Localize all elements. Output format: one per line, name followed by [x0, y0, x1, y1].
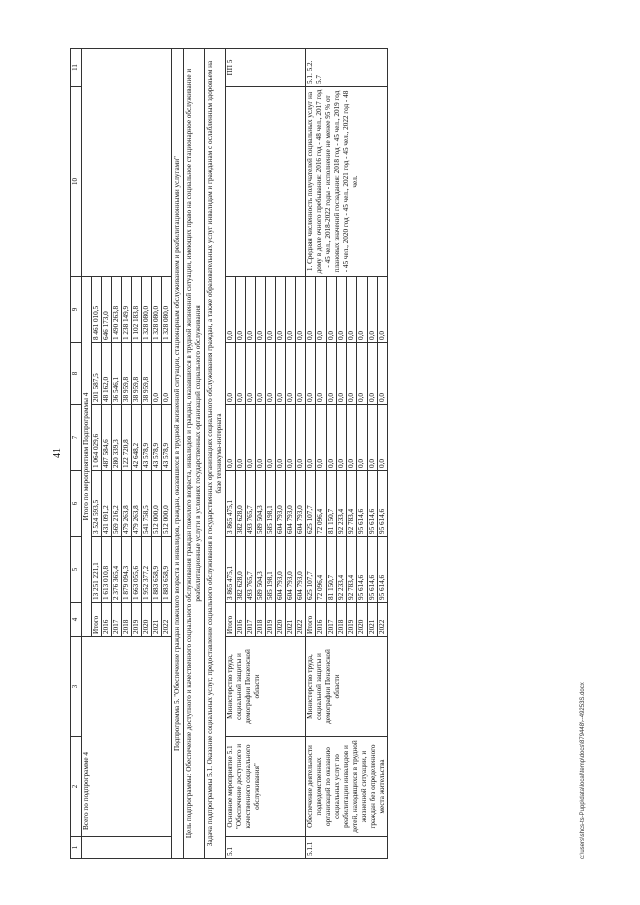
measure-number: 5.1.1 [306, 836, 388, 858]
value-cell: 0,0 [347, 342, 357, 404]
year-cell: 2019 [266, 602, 276, 636]
measure-indicator: 1. Средняя численность получателей социальных услуг на дому в доле очного пребывания: 2016 год - 48 чел., 2017 год - 45 чел., 2018-2022 годы - исполнение не менее 95 % от плановых значений госзадания: 2018 год - 45 чел., 2019 год - 45 чел., 2020 год - 45 чел., 2021 год - 45 чел., 2022 год - 48 чел. [306, 86, 388, 276]
year-cell: 2020 [142, 602, 152, 636]
value-cell: 0,0 [286, 404, 296, 470]
value-cell: 0,0 [236, 342, 246, 404]
value-cell: 0,0 [246, 342, 256, 404]
value-cell: 0,0 [367, 404, 377, 470]
value-cell: 1 663 055,6 [132, 536, 142, 602]
subprogram5-task: Задача подпрограммы 5.1. Оказание социальных услуг, предоставление социального обслуживания в государственных организациях социального обслуживания граждан, а также образовательных услуг инвалидам и гражданам с ослабленным здоровьем на базе техникума-интерната [205, 48, 226, 858]
value-cell: 0,0 [367, 342, 377, 404]
year-cell: 2019 [132, 602, 142, 636]
value-cell: 0,0 [276, 342, 286, 404]
year-cell: 2017 [112, 602, 122, 636]
value-cell: 42 648,2 [132, 404, 142, 470]
file-path-footer: c:\users\shcs-ts-Pupp\data\local\temp\docs\879448\--49253S.docx [580, 681, 586, 859]
measure-code: ПП 5 [226, 48, 306, 86]
value-cell: 604 793,0 [296, 470, 306, 536]
value-cell: 487 584,6 [102, 404, 112, 470]
subprogram4-total-label: Всего по подпрограмме 4 [82, 636, 172, 836]
value-cell: 0,0 [377, 342, 387, 404]
value-cell: 1 883 658,9 [152, 536, 162, 602]
year-cell: 2018 [256, 602, 266, 636]
year-cell: 2019 [347, 602, 357, 636]
empty-cell [226, 86, 306, 276]
value-cell: 0,0 [296, 342, 306, 404]
measure-executor: Министерство труда, социальной защиты и демографии Пензенской области [226, 636, 306, 736]
subprogram5-goal: Цель подпрограммы: Обеспечение доступного и качественного социального обслуживания граждан пожилого возраста, инвалидов и граждан, оказавшихся в трудной жизненной ситуации, имеющих право на социальное стационарное обслуживание и реабилитационные услуги в условиях государственных организаций социального обслуживания [184, 48, 205, 858]
value-cell: 1 883 658,9 [162, 536, 172, 602]
value-cell: 512 000,0 [162, 470, 172, 536]
year-cell: 2018 [336, 602, 346, 636]
value-cell: 604 793,0 [296, 536, 306, 602]
value-cell: 382 628,0 [236, 470, 246, 536]
year-cell: 2016 [236, 602, 246, 636]
value-cell: 0,0 [246, 404, 256, 470]
column-number: 4 [71, 602, 82, 636]
value-cell: 0,0 [306, 342, 316, 404]
value-cell: 43 578,9 [142, 404, 152, 470]
year-cell: 2016 [102, 602, 112, 636]
value-cell: 3 865 475,1 [226, 470, 236, 536]
column-number: 6 [71, 470, 82, 536]
year-cell: 2022 [296, 602, 306, 636]
value-cell: 201 587,5 [92, 342, 102, 404]
value-cell: 38 959,8 [142, 342, 152, 404]
table-row [226, 48, 236, 858]
value-cell: 0,0 [306, 276, 316, 342]
value-cell: 0,0 [316, 342, 326, 404]
value-cell: 0,0 [236, 276, 246, 342]
value-cell: 569 216,2 [112, 470, 122, 536]
year-cell: 2022 [162, 602, 172, 636]
empty-cell [82, 48, 172, 276]
value-cell: 0,0 [336, 276, 346, 342]
value-cell: 512 000,0 [152, 470, 162, 536]
value-cell: 625 107,7 [306, 470, 316, 536]
value-cell: 382 628,0 [236, 536, 246, 602]
value-cell: 122 720,8 [122, 404, 132, 470]
value-cell: 493 765,7 [246, 536, 256, 602]
value-cell: 43 578,9 [162, 404, 172, 470]
year-cell: Итого [226, 602, 236, 636]
value-cell: 0,0 [326, 342, 336, 404]
year-cell: 2020 [357, 602, 367, 636]
value-cell: 72 096,4 [316, 536, 326, 602]
value-cell: 0,0 [226, 276, 236, 342]
value-cell: 493 765,7 [246, 470, 256, 536]
value-cell: 43 578,9 [152, 404, 162, 470]
value-cell: 1 328 080,0 [152, 276, 162, 342]
value-cell: 0,0 [326, 404, 336, 470]
value-cell: 1 238 149,9 [122, 276, 132, 342]
value-cell: 0,0 [226, 342, 236, 404]
value-cell: 1 328 080,0 [142, 276, 152, 342]
table-row [205, 48, 226, 858]
column-number: 7 [71, 404, 82, 470]
value-cell: 81 150,7 [326, 536, 336, 602]
measure-links: 5.1. 5.2. 5.7 [306, 48, 388, 86]
value-cell: 604 793,0 [276, 536, 286, 602]
page-number: 41 [52, 447, 63, 458]
value-cell: 0,0 [336, 342, 346, 404]
value-cell: 0,0 [306, 404, 316, 470]
value-cell: 95 614,6 [357, 470, 367, 536]
value-cell: 0,0 [326, 276, 336, 342]
year-cell: Итого [306, 602, 316, 636]
value-cell: 0,0 [226, 404, 236, 470]
table-row [82, 48, 92, 858]
value-cell: 0,0 [266, 276, 276, 342]
value-cell: 625 107,7 [306, 536, 316, 602]
value-cell: 0,0 [377, 404, 387, 470]
value-cell: 1 064 029,6 [92, 404, 102, 470]
value-cell: 0,0 [266, 404, 276, 470]
value-cell: 541 758,5 [142, 470, 152, 536]
value-cell: 95 614,6 [367, 470, 377, 536]
measure-name: Обеспечение деятельности подведомственных организаций по оказанию социальных услуг по реабилитации инвалидов и детей, находящихся в трудной жизненной ситуации, и граждан без определенного места жительства [306, 736, 388, 836]
column-number: 9 [71, 276, 82, 342]
value-cell: 604 793,0 [276, 470, 286, 536]
value-cell: 3 865 475,1 [226, 536, 236, 602]
value-cell: 38 959,8 [132, 342, 142, 404]
year-cell: 2021 [152, 602, 162, 636]
year-cell: 2018 [122, 602, 132, 636]
value-cell: 0,0 [377, 276, 387, 342]
value-cell: 0,0 [367, 276, 377, 342]
value-cell: 0,0 [276, 404, 286, 470]
value-cell: 95 614,6 [377, 536, 387, 602]
value-cell: 0,0 [316, 404, 326, 470]
subprogram5-title: Подпрограмма 5. "Обеспечение граждан пожилого возраста и инвалидов, граждан, оказавшихся в трудной жизненной ситуации, стационарным обслуживанием и реабилитационными услугами" [172, 48, 184, 858]
value-cell: 0,0 [266, 342, 276, 404]
value-cell: 36 546,1 [112, 342, 122, 404]
measure-name: Основное мероприятие 5.1 "Обеспечение доступного и качественного социального обслуживания" [226, 736, 306, 836]
subprogram4-summary-header: Итого по мероприятиям Подпрограммы 4 [82, 276, 92, 636]
value-cell: 0,0 [162, 342, 172, 404]
value-cell: 0,0 [236, 404, 246, 470]
empty-cell [82, 836, 172, 858]
value-cell: 0,0 [357, 276, 367, 342]
value-cell: 1 879 094,3 [122, 536, 132, 602]
value-cell: 2 376 365,4 [112, 536, 122, 602]
year-cell: 2020 [276, 602, 286, 636]
value-cell: 95 614,6 [377, 470, 387, 536]
value-cell: 0,0 [256, 342, 266, 404]
value-cell: 280 339,3 [112, 404, 122, 470]
value-cell: 585 198,1 [266, 536, 276, 602]
value-cell: 8 461 010,5 [92, 276, 102, 342]
document-page [40, 33, 600, 873]
value-cell: 479 263,8 [132, 470, 142, 536]
value-cell: 0,0 [286, 276, 296, 342]
column-number: 2 [71, 736, 82, 836]
value-cell: 604 793,0 [286, 536, 296, 602]
value-cell: 48 162,0 [102, 342, 112, 404]
value-cell: 589 504,3 [256, 470, 266, 536]
table-row [184, 48, 205, 858]
column-number: 5 [71, 536, 82, 602]
column-number: 8 [71, 342, 82, 404]
value-cell: 92 233,4 [336, 470, 346, 536]
budget-table [70, 48, 388, 859]
value-cell: 0,0 [286, 342, 296, 404]
table-row [306, 48, 316, 858]
value-cell: 0,0 [336, 404, 346, 470]
value-cell: 92 783,4 [347, 536, 357, 602]
year-cell: 2022 [377, 602, 387, 636]
column-number: 10 [71, 86, 82, 276]
value-cell: 95 614,6 [357, 536, 367, 602]
value-cell: 13 251 221,1 [92, 536, 102, 602]
value-cell: 72 096,4 [316, 470, 326, 536]
value-cell: 0,0 [256, 276, 266, 342]
value-cell: 1 102 183,8 [132, 276, 142, 342]
column-number: 1 [71, 836, 82, 858]
value-cell: 1 490 263,8 [112, 276, 122, 342]
value-cell: 92 783,4 [347, 470, 357, 536]
value-cell: 0,0 [256, 404, 266, 470]
value-cell: 1 952 377,2 [142, 536, 152, 602]
year-cell: 2021 [286, 602, 296, 636]
value-cell: 81 150,7 [326, 470, 336, 536]
measure-executor: Министерство труда, социальной защиты и демографии Пензенской области [306, 636, 388, 736]
year-cell: Итого [92, 602, 102, 636]
value-cell: 1 328 080,0 [162, 276, 172, 342]
value-cell: 604 793,0 [286, 470, 296, 536]
value-cell: 95 614,6 [367, 536, 377, 602]
value-cell: 479 263,8 [122, 470, 132, 536]
value-cell: 92 233,4 [336, 536, 346, 602]
table-row [172, 48, 184, 858]
column-number: 3 [71, 636, 82, 736]
value-cell: 589 504,3 [256, 536, 266, 602]
value-cell: 38 959,8 [122, 342, 132, 404]
value-cell: 0,0 [347, 404, 357, 470]
column-number: 11 [71, 48, 82, 86]
value-cell: 646 173,0 [102, 276, 112, 342]
value-cell: 0,0 [357, 342, 367, 404]
year-cell: 2017 [246, 602, 256, 636]
value-cell: 0,0 [276, 276, 286, 342]
year-cell: 2017 [326, 602, 336, 636]
value-cell: 0,0 [296, 276, 306, 342]
value-cell: 0,0 [347, 276, 357, 342]
value-cell: 0,0 [357, 404, 367, 470]
value-cell: 1 613 010,8 [102, 536, 112, 602]
value-cell: 585 198,1 [266, 470, 276, 536]
measure-number: 5.1 [226, 836, 306, 858]
value-cell: 3 524 593,5 [92, 470, 102, 536]
column-number-row [71, 48, 82, 858]
value-cell: 431 091,2 [102, 470, 112, 536]
value-cell: 0,0 [246, 276, 256, 342]
year-cell: 2016 [316, 602, 326, 636]
value-cell: 0,0 [316, 276, 326, 342]
value-cell: 0,0 [152, 342, 162, 404]
year-cell: 2021 [367, 602, 377, 636]
value-cell: 0,0 [296, 404, 306, 470]
